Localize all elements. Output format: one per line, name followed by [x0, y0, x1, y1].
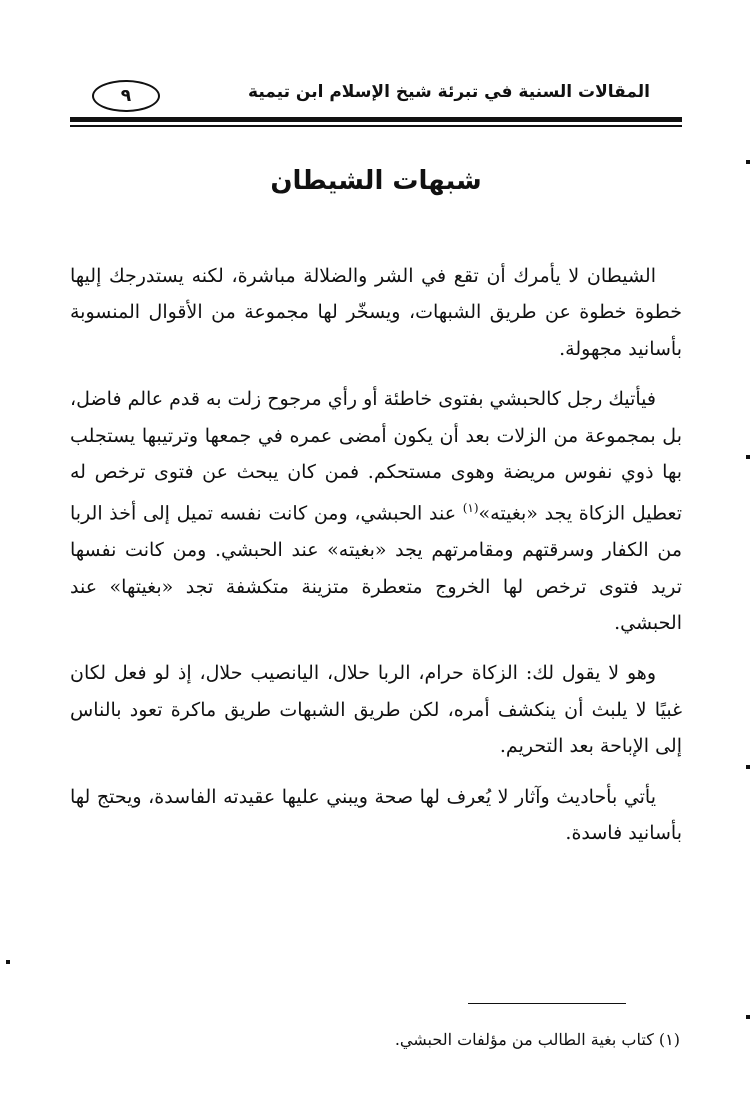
paragraph-2-part-2: عند الحبشي، ومن كانت نفسه تميل إلى أخذ الربا من الكفار وسرقتهم ومقامرتهم يجد «بغيته» عند الحبشي. ومن كانت نفسها تريد فتوى ترخص لها الخروج متعطرة متزينة متكشفة تجد «بغيتها» عند الحبشي.: [70, 502, 682, 634]
margin-mark: [746, 765, 750, 769]
paragraph-2: [70, 381, 682, 641]
paragraph-1: الشيطان لا يأمرك أن تقع في الشر والضلالة مباشرة، لكنه يستدرجك إليها خطوة خطوة عن طريق الشبهات، ويسخّر لها مجموعة من الأقوال المنسوبة بأسانيد مجهولة.: [70, 265, 682, 360]
margin-mark: [746, 1015, 750, 1019]
page-number: ٩: [92, 80, 160, 112]
footnote-rule: [468, 1003, 626, 1004]
running-title: المقالات السنية في تبرئة شيخ الإسلام ابن تيمية: [248, 82, 650, 102]
margin-mark: [746, 455, 750, 459]
header-rule-thin: [70, 125, 682, 127]
chapter-title: شبهات الشيطان: [270, 166, 482, 196]
paragraph-3: وهو لا يقول لك: الزكاة حرام، الربا حلال، اليانصيب حلال، إذ لو فعل لكان غبيًا لا يلبث أن ينكشف أمره، لكن طريق الشبهات طريق ماكرة تعود بالناس إلى الإباحة بعد التحريم.: [70, 662, 682, 758]
margin-mark: [746, 160, 750, 164]
margin-mark: [6, 960, 10, 964]
footnote: [70, 1030, 680, 1049]
footnote-marker: (١): [462, 501, 479, 516]
paragraph-2-part-1: فيأتيك رجل كالحبشي بفتوى خاطئة أو رأي مرجوح زلت به قدم عالم فاضل، بل بمجموعة من الزلات بعد أن يكون أمضى عمره في جمعها وترتيبها يستجلب بها ذوي نفوس مريضة وهوى مستحكم. فمن كان يبحث عن فتوى ترخص له تعطيل الزكاة يجد «بغيته»: [70, 388, 682, 525]
paragraph-4: يأتي بأحاديث وآثار لا يُعرف لها صحة ويبني عليها عقيدته الفاسدة، ويحتج لها بأسانيد فاسدة.: [70, 785, 682, 845]
header-rule-thick: [70, 117, 682, 122]
footnote-text: كتاب بغية الطالب من مؤلفات الحبشي.: [394, 1030, 654, 1049]
footnote-number: (١): [658, 1030, 680, 1049]
page-header: [70, 70, 682, 120]
body-text: [70, 258, 682, 865]
